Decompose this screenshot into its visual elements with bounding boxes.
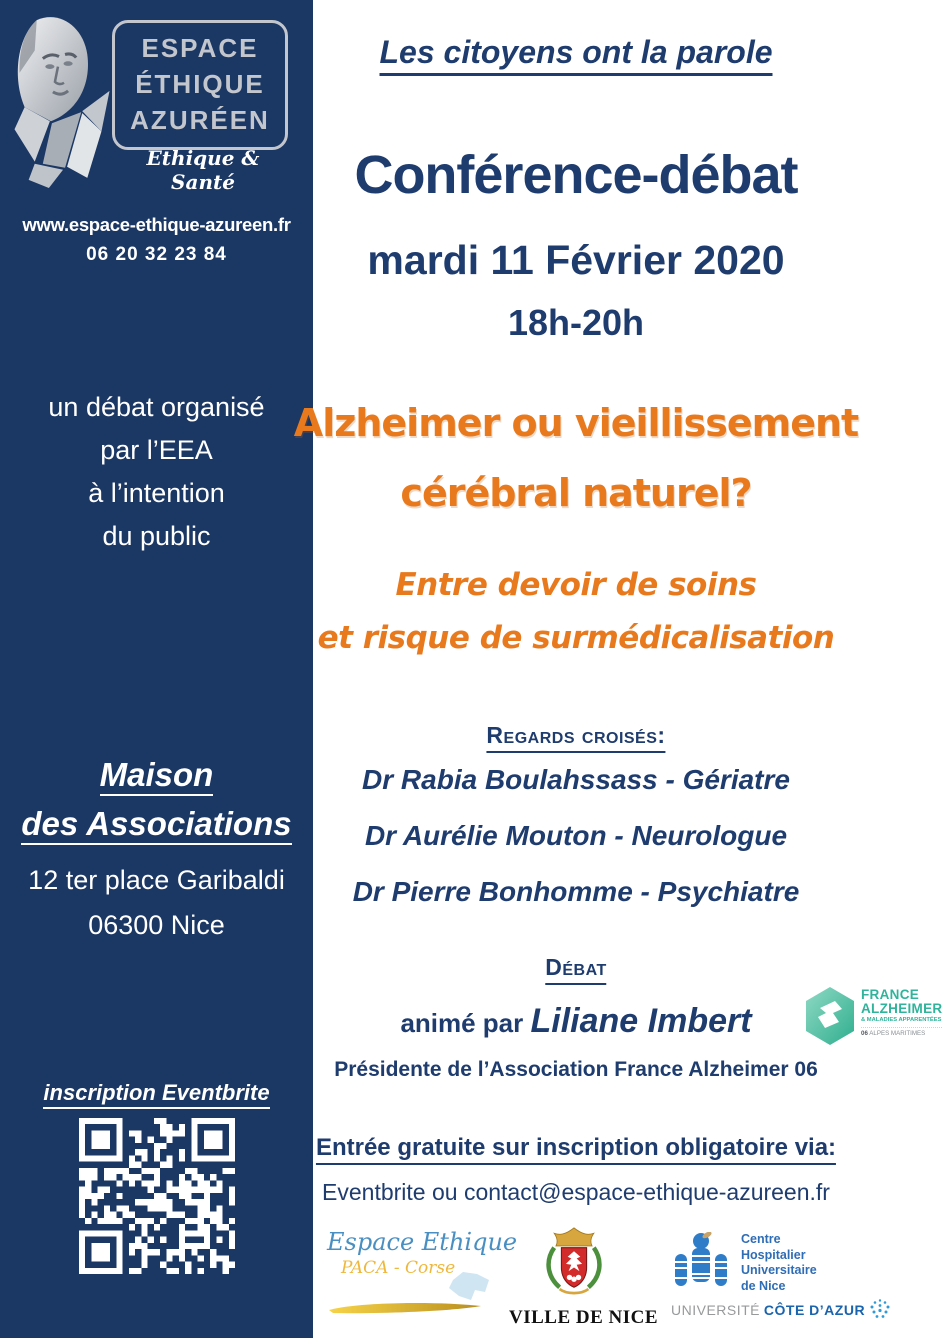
espace-paca-sub: PACA - Corse bbox=[341, 1258, 456, 1278]
event-date: mardi 11 Février 2020 bbox=[367, 237, 785, 283]
eea-logo bbox=[0, 6, 313, 211]
espace-paca-script: Espace Ethique bbox=[327, 1228, 518, 1256]
eea-name-line3: AZURÉEN bbox=[130, 105, 270, 135]
speaker-1: Dr Rabia Boulahssass - Gériatre bbox=[362, 764, 790, 795]
speaker-3: Dr Pierre Bonhomme - Psychiatre bbox=[352, 876, 800, 907]
france-alzheimer-logo bbox=[803, 986, 945, 1058]
fa-line3: & MALADIES APPARENTÉES bbox=[861, 1017, 942, 1023]
event-time: 18h-20h bbox=[507, 302, 645, 343]
website-url: www.espace-ethique-azureen.fr bbox=[22, 214, 291, 235]
chu-line3: Universitaire bbox=[741, 1263, 817, 1277]
fa-line2: ALZHEIMER bbox=[861, 1001, 943, 1016]
france-alzheimer-text bbox=[861, 988, 942, 1037]
animator-name: Liliane Imbert bbox=[530, 1002, 752, 1040]
sidebar bbox=[0, 0, 313, 1338]
qr-code bbox=[79, 1118, 235, 1279]
yellow-swoosh-icon bbox=[327, 1300, 483, 1316]
universite-cote-azur bbox=[671, 1298, 891, 1320]
about-line: du public bbox=[102, 521, 211, 551]
speaker-2: Dr Aurélie Mouton - Neurologue bbox=[364, 820, 788, 851]
nice-crest-icon bbox=[538, 1226, 610, 1300]
event-title: Conférence-débat bbox=[354, 145, 798, 205]
venue-address-line2: 06300 Nice bbox=[88, 910, 225, 940]
animator-line bbox=[400, 1002, 751, 1041]
entry-heading: Entrée gratuite sur inscription obligatoire via: bbox=[316, 1134, 836, 1162]
animator-prefix: animé par bbox=[400, 1008, 531, 1038]
about-line: un débat organisé bbox=[48, 392, 265, 422]
regards-heading: Regards croisés: bbox=[486, 722, 665, 748]
chu-nice-logo bbox=[671, 1232, 881, 1332]
statue-face-icon bbox=[4, 10, 116, 192]
venue-name-line2: des Associations bbox=[0, 799, 313, 848]
entry-line: Eventbrite ou contact@espace-ethique-azureen.fr bbox=[322, 1179, 830, 1205]
animator-role: Présidente de l’Association France Alzheimer 06 bbox=[334, 1058, 818, 1081]
about-line: à l’intention bbox=[88, 478, 225, 508]
chu-emblem-icon bbox=[671, 1232, 731, 1296]
venue-name-line1: Maison bbox=[0, 750, 313, 799]
uca-universite: UNIVERSITÉ bbox=[671, 1302, 761, 1318]
chu-line1: Centre bbox=[741, 1232, 781, 1246]
eea-name-line1: ESPACE bbox=[141, 33, 259, 63]
ville-de-nice-label: VILLE DE NICE bbox=[509, 1307, 659, 1328]
venue-address bbox=[0, 858, 313, 948]
debat-heading: Débat bbox=[545, 954, 606, 980]
subtitle-line2: et risque de surmédicalisation bbox=[317, 620, 835, 656]
espace-ethique-paca-logo bbox=[327, 1228, 518, 1328]
eea-tagline: Ethique & Santé bbox=[146, 146, 260, 194]
fa-line1: FRANCE bbox=[861, 987, 920, 1002]
chu-text bbox=[741, 1232, 817, 1294]
subject-line2: cérébral naturel? bbox=[400, 471, 752, 515]
about-block bbox=[0, 386, 313, 558]
event-tagline: Les citoyens ont la parole bbox=[380, 34, 773, 71]
venue-address-line1: 12 ter place Garibaldi bbox=[28, 865, 285, 895]
uca-dots-icon bbox=[869, 1298, 891, 1320]
eea-name-box bbox=[112, 20, 288, 150]
chu-line4: de Nice bbox=[741, 1278, 786, 1293]
eea-name-line2: ÉTHIQUE bbox=[135, 69, 265, 99]
about-line: par l’EEA bbox=[100, 435, 213, 465]
subject-line1: Alzheimer ou vieillissement bbox=[293, 401, 859, 445]
contact-block bbox=[0, 214, 313, 266]
fa-dept: 06 ALPES MARITIMES bbox=[861, 1027, 942, 1037]
subtitle-line1: Entre devoir de soins bbox=[395, 567, 757, 603]
uca-cote-azur: CÔTE D’AZUR bbox=[763, 1302, 866, 1318]
inscription-label: inscription Eventbrite bbox=[0, 1080, 313, 1106]
ville-de-nice-logo bbox=[509, 1226, 659, 1330]
venue-block bbox=[0, 750, 313, 948]
phone-number: 06 20 32 23 84 bbox=[86, 244, 227, 265]
chu-line2: Hospitalier bbox=[741, 1247, 806, 1262]
france-alzheimer-hexagon-icon bbox=[803, 986, 857, 1046]
main-content bbox=[293, 0, 945, 1338]
